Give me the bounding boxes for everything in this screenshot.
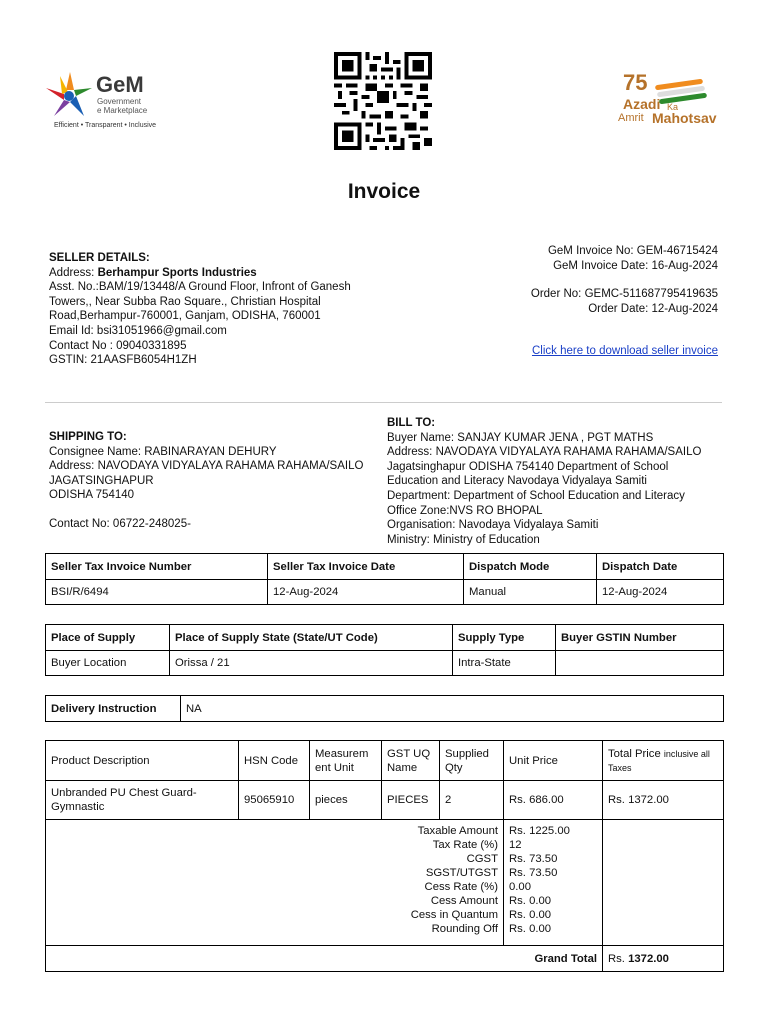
product-hsn: 95065910 <box>239 781 310 820</box>
gem-sub2: e Marketplace <box>97 106 148 115</box>
grand-total-value: 1372.00 <box>628 952 669 965</box>
tax-label: Rounding Off <box>431 923 498 935</box>
qr-code-icon <box>334 52 432 150</box>
tax-label: Taxable Amount <box>417 825 498 837</box>
product-qty: 2 <box>440 781 504 820</box>
product-measure: pieces <box>310 781 382 820</box>
download-seller-invoice-link[interactable]: Click here to download seller invoice <box>531 345 718 358</box>
seller-address-label: Address: <box>49 266 95 279</box>
order-date: Order Date: 12-Aug-2024 <box>588 302 718 315</box>
tax-label: Tax Rate (%) <box>432 839 498 851</box>
product-description: Unbranded PU Chest Guard-Gymnastic <box>46 781 239 820</box>
tax-value: Rs. 0.00 <box>509 909 552 921</box>
shipping-contact: Contact No: 06722-248025- <box>49 517 191 530</box>
table-header: Place of Supply <box>46 625 170 651</box>
invoice-meta <box>531 244 718 359</box>
tax-value: Rs. 0.00 <box>509 895 552 907</box>
total-price-label: Total Price <box>608 747 661 760</box>
tax-value: Rs. 73.50 <box>509 867 558 879</box>
buyer-name: Buyer Name: SANJAY KUMAR JENA , PGT MATHS <box>387 431 654 444</box>
table-header-total <box>603 741 724 781</box>
shipping-heading: SHIPPING TO: <box>49 431 127 443</box>
table-header: Measurem ent Unit <box>310 741 382 781</box>
product-total: Rs. 1372.00 <box>603 781 724 820</box>
tax-value: Rs. 0.00 <box>509 923 552 935</box>
seller-addr3: Road,Berhampur-760001, Ganjam, ODISHA, 760001 <box>49 310 321 323</box>
shipping-to <box>49 430 363 532</box>
gem-invoice-date: GeM Invoice Date: 16-Aug-2024 <box>553 259 718 272</box>
grand-total <box>603 946 724 972</box>
table-header: Dispatch Date <box>597 554 724 580</box>
table-cell: 12-Aug-2024 <box>597 580 724 605</box>
tax-label: SGST/UTGST <box>425 867 498 879</box>
product-unit-price: Rs. 686.00 <box>504 781 603 820</box>
table-header: HSN Code <box>239 741 310 781</box>
tax-label: Cess Amount <box>430 895 498 907</box>
azadi-75: 75 <box>623 70 648 95</box>
product-table <box>45 740 724 972</box>
tax-label: Cess Rate (%) <box>424 881 498 893</box>
table-cell: Orissa / 21 <box>170 651 453 676</box>
table-header: Seller Tax Invoice Date <box>268 554 464 580</box>
seller-heading: SELLER DETAILS: <box>49 252 150 264</box>
table-cell: Intra-State <box>453 651 556 676</box>
table-header: Unit Price <box>504 741 603 781</box>
bill-addr2: Jagatsinghapur ODISHA 754140 Department of School <box>387 460 669 473</box>
gem-logo-icon <box>44 70 96 122</box>
table-header: Supply Type <box>453 625 556 651</box>
product-gst-uq: PIECES <box>382 781 440 820</box>
table-header: Product Description <box>46 741 239 781</box>
gem-wordmark: GeM <box>96 72 144 97</box>
table-cell: Buyer Location <box>46 651 170 676</box>
azadi-amrit: Amrit <box>618 112 644 124</box>
table-cell: 12-Aug-2024 <box>268 580 464 605</box>
table-header: Seller Tax Invoice Number <box>46 554 268 580</box>
delivery-instruction-value: NA <box>181 696 724 722</box>
bill-addr3: Education and Literacy Navodaya Vidyalaya Samiti <box>387 475 647 488</box>
azadi-ka-amrit-mahotsav-logo <box>615 70 725 132</box>
seller-details <box>49 251 351 368</box>
dispatch-table <box>45 553 724 605</box>
order-no: Order No: GEMC-511687795419635 <box>530 288 718 301</box>
gem-invoice-no: GeM Invoice No: GEM-46715424 <box>547 245 718 257</box>
bill-to-heading: BILL TO: <box>387 417 436 429</box>
grand-total-label: Grand Total <box>46 946 603 972</box>
divider <box>45 402 722 403</box>
tax-value: Rs. 73.50 <box>509 853 558 865</box>
shipping-addr2: JAGATSINGHAPUR <box>49 474 154 487</box>
azadi-word: Azadi <box>623 96 661 112</box>
gem-logo <box>44 70 164 132</box>
table-header: Dispatch Mode <box>464 554 597 580</box>
azadi-ka: Ka <box>667 102 679 112</box>
gem-tagline: Efficient • Transparent • Inclusive <box>54 122 157 129</box>
seller-contact: Contact No : 09040331895 <box>49 339 187 352</box>
tax-empty-cell <box>603 820 724 946</box>
tax-value: Rs. 1225.00 <box>509 825 570 837</box>
seller-addr2: Towers,, Near Subba Rao Square., Christian Hospital <box>49 295 321 308</box>
tax-label: CGST <box>466 853 498 865</box>
bill-to <box>387 416 701 547</box>
bill-addr1: Address: NAVODAYA VIDYALAYA RAHAMA RAHAMA/SAILO <box>387 446 702 459</box>
seller-name: Berhampur Sports Industries <box>97 266 257 279</box>
shipping-addr3: ODISHA 754140 <box>49 489 135 502</box>
seller-email: Email Id: bsi31051966@gmail.com <box>49 324 227 337</box>
tax-value: 12 <box>509 839 522 851</box>
table-cell: Manual <box>464 580 597 605</box>
tax-label: Cess in Quantum <box>410 909 498 921</box>
grand-total-prefix: Rs. <box>608 952 625 965</box>
seller-addr1: Asst. No.:BAM/19/13448/A Ground Floor, Infront of Ganesh <box>49 281 351 294</box>
seller-gstin: GSTIN: 21AASFB6054H1ZH <box>49 354 197 367</box>
bill-office-zone: Office Zone:NVS RO BHOPAL <box>387 504 543 517</box>
supply-table <box>45 624 724 676</box>
shipping-addr1: Address: NAVODAYA VIDYALAYA RAHAMA RAHAMA/SAILO <box>49 460 364 473</box>
bill-organisation: Organisation: Navodaya Vidyalaya Samiti <box>387 519 599 532</box>
consignee-name: Consignee Name: RABINARAYAN DEHURY <box>49 445 277 458</box>
bill-department: Department: Department of School Education and Literacy <box>387 489 685 502</box>
azadi-mahotsav: Mahotsav <box>652 110 717 126</box>
delivery-instruction-label: Delivery Instruction <box>46 696 181 722</box>
table-header: Buyer GSTIN Number <box>556 625 724 651</box>
table-header: Supplied Qty <box>440 741 504 781</box>
table-cell <box>556 651 724 676</box>
seller-address-line <box>49 266 351 281</box>
gem-sub1: Government <box>97 97 142 106</box>
tax-value: 0.00 <box>509 881 531 893</box>
delivery-table <box>45 695 724 722</box>
tax-labels <box>46 820 504 946</box>
tax-values <box>504 820 603 946</box>
page-title: Invoice <box>347 180 421 203</box>
bill-ministry: Ministry: Ministry of Education <box>387 533 540 546</box>
table-cell: BSI/R/6494 <box>46 580 268 605</box>
table-header: GST UQ Name <box>382 741 440 781</box>
total-price-note: inclusive all Taxes <box>608 748 710 773</box>
table-header: Place of Supply State (State/UT Code) <box>170 625 453 651</box>
